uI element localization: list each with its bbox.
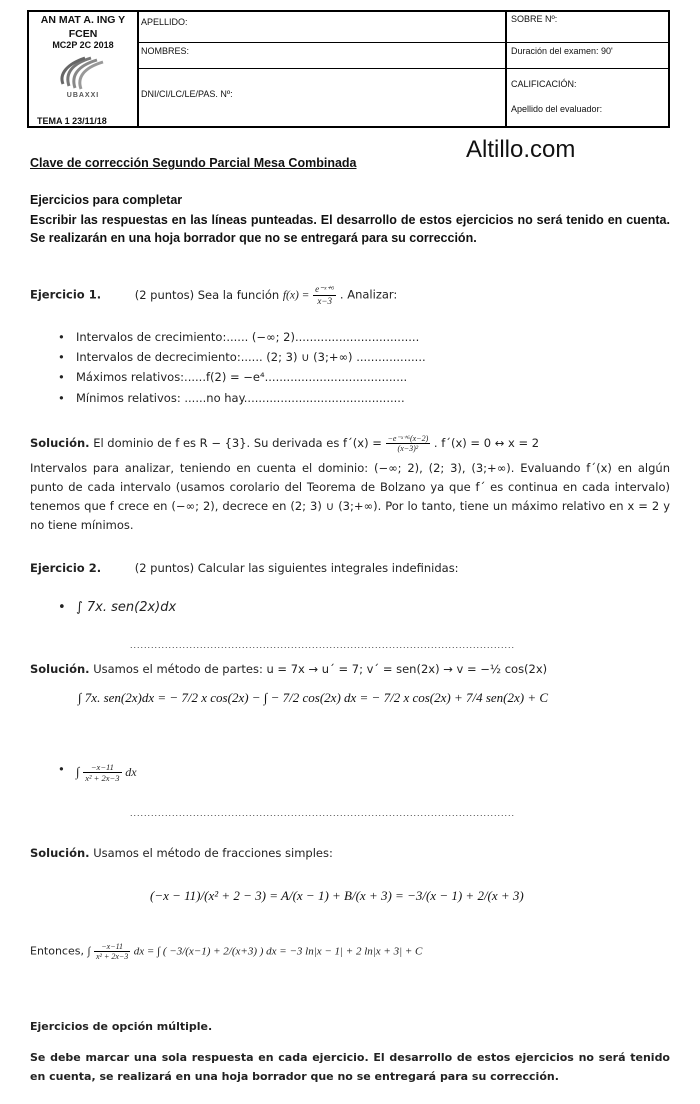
section2-heading: Ejercicios de opción múltiple. — [30, 1020, 213, 1033]
tema-date: TEMA 1 23/11/18 — [37, 116, 107, 126]
ej1-bullet-crecimiento: • Intervalos de crecimiento:...... (−∞; 2).................................. — [76, 330, 419, 344]
ej2-statement — [30, 561, 670, 575]
ej2-sol1-text: Solución. Usamos el método de partes: u = 7x → u´ = 7; v´ = sen(2x) → v = −½ cos(2x) — [30, 662, 548, 676]
dni-label: DNI/CI/LC/LE/PAS. Nº: — [141, 89, 233, 99]
page-title: Clave de corrección Segundo Parcial Mesa Combinada — [30, 156, 357, 170]
section1-instructions: Escribir las respuestas en las líneas punteadas. El desarrollo de estos ejercicios no será tenido en cuenta. Se realizarán en una hoja borrador que no se entregará para su corrección. — [30, 213, 670, 245]
logo-text: UBAXXI — [66, 92, 100, 99]
header-grade-cell — [507, 12, 668, 126]
sobre-label: SOBRE Nº: — [511, 14, 558, 24]
ej2-integral-1: • ∫ 7x. sen(2x)dx — [76, 600, 176, 615]
ej1-bullet-minimos: • Mínimos relativos: ......no hay............................................ — [76, 391, 405, 405]
exam-header — [27, 10, 670, 128]
institution-line-2: FCEN — [68, 28, 98, 40]
ej2-sol2-text: Solución. Usamos el método de fracciones simples: — [30, 846, 333, 860]
calificacion-label: CALIFICACIÓN: — [511, 79, 577, 89]
ej2-sol2-equation: (−x − 11)/(x² + 2 − 3) = A/(x − 1) + B/(x + 3) = −3/(x − 1) + 2/(x + 3) — [150, 888, 524, 903]
ej2-integral-2: • ∫ $\frac{-x-11}{\text{x² + 2x−3}}$ dx — [76, 762, 137, 783]
ej1-solution-line1: Solución. El dominio de f es R − {3}. Su derivada es f´(x) = $\frac{\text{−e⁻ˣ⁺⁶(x−2)}}{\text{(x−3)²}}$ . f´(x) = 0 ↔ x = 2 — [30, 434, 540, 453]
ej2-text: (2 puntos) Calcular las siguientes integrales indefinidas: — [134, 561, 459, 575]
section2-instructions: Se debe marcar una sola respuesta en cada ejercicio. El desarrollo de estos ejercicios no será tenido en cuenta, se realizará en una hoja borrador que no se entregará para su corrección. — [30, 1051, 670, 1083]
section1-heading: Ejercicios para completar — [30, 193, 183, 207]
ej2-label: Ejercicio 2. — [30, 561, 102, 575]
ej1-analizar: . Analizar: — [339, 287, 398, 302]
course-code: MC2P 2C 2018 — [52, 40, 114, 50]
institution-line-1: AN MAT A. ING Y — [40, 14, 126, 26]
nombres-label: NOMBRES: — [141, 46, 190, 56]
ej2-answer-line-1: .............................................................................................................. — [130, 640, 516, 650]
ej1-bullet-decrecimiento: • Intervalos de decrecimiento:...... (2; 3) ∪ (3;+∞) ................... — [76, 350, 426, 364]
ej1-fraction: $\frac{\text{e⁻ˣ⁺⁶}}{x-3}$ — [315, 284, 335, 306]
ej1-bullet-maximos: • Máximos relativos:......f(2) = −e⁴....................................... — [76, 370, 407, 384]
header-institution-cell — [29, 12, 139, 126]
ej1-text: (2 puntos) Sea la función — [134, 287, 280, 302]
ej2-answer-line-2: .............................................................................................................. — [130, 808, 516, 818]
evaluador-label: Apellido del evaluador: — [511, 104, 603, 114]
ej1-func: f(x) = — [282, 289, 310, 302]
ej1-label: Ejercicio 1. — [30, 287, 102, 302]
watermark-text: Altillo.com — [466, 136, 576, 163]
ej1-solution-rest: Intervalos para analizar, teniendo en cuenta el dominio: (−∞; 2), (2; 3), (3;+∞). Evaluando f´(x) en algún punto de cada intervalo (usamos corolario del Teorema de Bolzano ya que f´ es continua en cada intervalo) tenemos que f crece en (−∞; 2), decrece en (2; 3) ∪ (3;+∞). Por lo tanto, tiene un máximo relativo en x = 2 y no tiene mínimos. — [30, 461, 670, 532]
ej2-sol1-equation: ∫ 7x. sen(2x)dx = − 7/2 x cos(2x) − ∫ − 7/2 cos(2x) dx = − 7/2 x cos(2x) + 7/4 sen(2x) + C — [78, 690, 549, 705]
header-student-cell — [137, 12, 507, 126]
apellido-label: APELLIDO: — [141, 17, 188, 27]
duracion-label: Duración del examen: 90' — [511, 46, 613, 56]
ej1-statement — [30, 284, 670, 306]
ej2-sol2-final: Entonces, ∫ $\frac{-x-11}{\text{x² + 2x−3}}$ dx = ∫ ( −3/(x−1) + 2/(x+3) ) dx = −3 ln|x − 1| + 2 ln|x + 3| + C — [30, 942, 423, 961]
